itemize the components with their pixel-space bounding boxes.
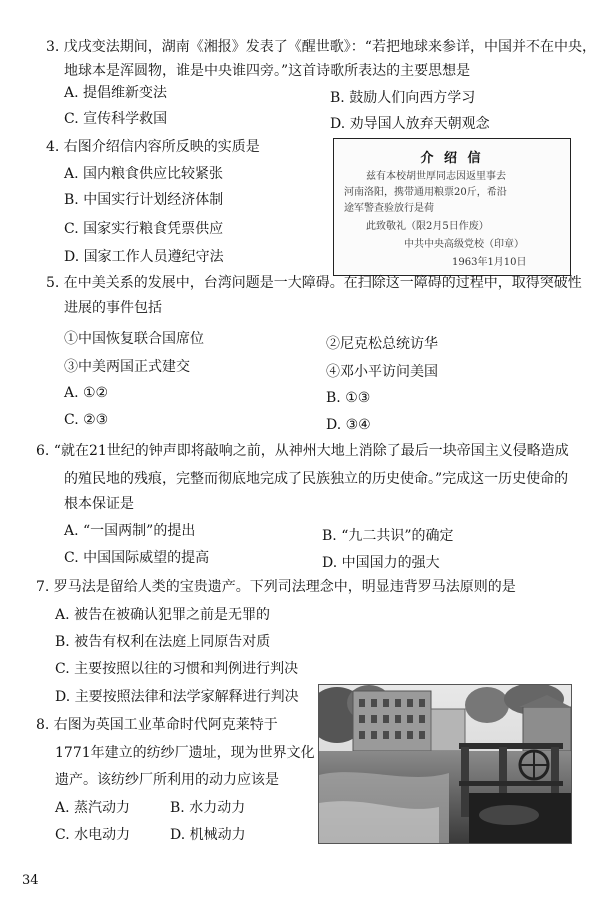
q7-option-d: D. 主要按照法律和法学家解释进行判决 bbox=[55, 689, 299, 705]
spinning-mill-photo bbox=[318, 684, 572, 844]
q7-stem: 7. 罗马法是留给人类的宝贵遗产。下列司法理念中，明显违背罗马法原则的是 bbox=[36, 579, 516, 595]
q6-option-c: C. 中国国际威望的提高 bbox=[64, 550, 210, 566]
q7-option-c: C. 主要按照以往的习惯和判例进行判决 bbox=[55, 661, 299, 677]
q7-option-b: B. 被告有权利在法庭上同原告对质 bbox=[55, 634, 271, 650]
q5-stem-line2: 进展的事件包括 bbox=[64, 300, 162, 316]
q3-stem-line2: 地球本是浑圆物，谁是中央谁四旁。”这首诗歌所表达的主要思想是 bbox=[64, 63, 471, 79]
q5-item-2: ②尼克松总统访华 bbox=[326, 336, 438, 352]
letter-body-line2: 河南洛阳，携带通用粮票20斤，希沿 bbox=[344, 187, 507, 198]
q5-stem-line1: 5. 在中美关系的发展中，台湾问题是一大障碍。在扫除这一障碍的过程中，取得突破性 bbox=[46, 275, 582, 291]
q5-option-a: A. ①② bbox=[64, 385, 109, 401]
q3-option-b: B. 鼓励人们向西方学习 bbox=[330, 90, 476, 106]
letter-title: 介 绍 信 bbox=[420, 151, 484, 166]
q4-stem: 4. 右图介绍信内容所反映的实质是 bbox=[46, 139, 260, 155]
q4-option-c: C. 国家实行粮食凭票供应 bbox=[64, 221, 224, 237]
letter-body-line1: 兹有本校胡世厚同志因返里事去 bbox=[366, 171, 506, 182]
q3-stem-line1: 3. 戊戌变法期间，湖南《湘报》发表了《醒世歌》：“若把地球来参详，中国并不在中央， bbox=[46, 39, 596, 55]
q4-option-b: B. 中国实行计划经济体制 bbox=[64, 192, 224, 208]
page-number: 34 bbox=[22, 873, 39, 888]
q8-stem-line1: 8. 右图为英国工业革命时代阿克莱特于 bbox=[36, 717, 278, 733]
q6-option-d: D. 中国国力的强大 bbox=[322, 555, 440, 571]
q5-item-4: ④邓小平访问美国 bbox=[326, 364, 438, 380]
letter-date: 1963年1月10日 bbox=[452, 257, 527, 268]
q5-option-d: D. ③④ bbox=[326, 417, 371, 433]
q8-stem-line3: 遗产。该纺纱厂所利用的动力应该是 bbox=[55, 772, 279, 788]
q3-option-a: A. 提倡维新变法 bbox=[64, 85, 168, 101]
q3-option-c: C. 宣传科学救国 bbox=[64, 111, 168, 127]
q8-option-a: A. 蒸汽动力 bbox=[55, 800, 131, 816]
q5-option-b: B. ①③ bbox=[326, 390, 371, 406]
introduction-letter-figure bbox=[333, 138, 571, 276]
q8-stem-line2: 1771年建立的纺纱厂遗址，现为世界文化 bbox=[55, 745, 315, 761]
q8-option-d: D. 机械动力 bbox=[170, 827, 246, 843]
letter-body-line4: 此致敬礼（限2月5日作废） bbox=[366, 221, 489, 232]
q5-item-1: ①中国恢复联合国席位 bbox=[64, 331, 204, 347]
q5-item-3: ③中美两国正式建交 bbox=[64, 359, 190, 375]
q4-option-d: D. 国家工作人员遵纪守法 bbox=[64, 249, 224, 265]
q6-option-a: A. “一国两制”的提出 bbox=[64, 523, 196, 539]
letter-body-line3: 途军警查验放行是荷 bbox=[344, 203, 434, 214]
q4-option-a: A. 国内粮食供应比较紧张 bbox=[64, 166, 224, 182]
mill-photo-illustration bbox=[319, 685, 571, 843]
q6-stem-line2: 的殖民地的残痕，完整而彻底地完成了民族独立的历史使命。”完成这一历史使命的 bbox=[64, 471, 569, 487]
q6-option-b: B. “九二共识”的确定 bbox=[322, 528, 454, 544]
q8-option-c: C. 水电动力 bbox=[55, 827, 131, 843]
q3-option-d: D. 劝导国人放弃天朝观念 bbox=[330, 116, 490, 132]
q6-stem-line3: 根本保证是 bbox=[64, 496, 134, 512]
letter-signature: 中共中央高级党校（印章） bbox=[404, 239, 524, 250]
q8-option-b: B. 水力动力 bbox=[170, 800, 246, 816]
q7-option-a: A. 被告在被确认犯罪之前是无罪的 bbox=[55, 607, 271, 623]
q5-option-c: C. ②③ bbox=[64, 412, 109, 428]
q6-stem-line1: 6. “就在21世纪的钟声即将敲响之前，从神州大地上消除了最后一块帝国主义侵略造成 bbox=[36, 443, 569, 459]
